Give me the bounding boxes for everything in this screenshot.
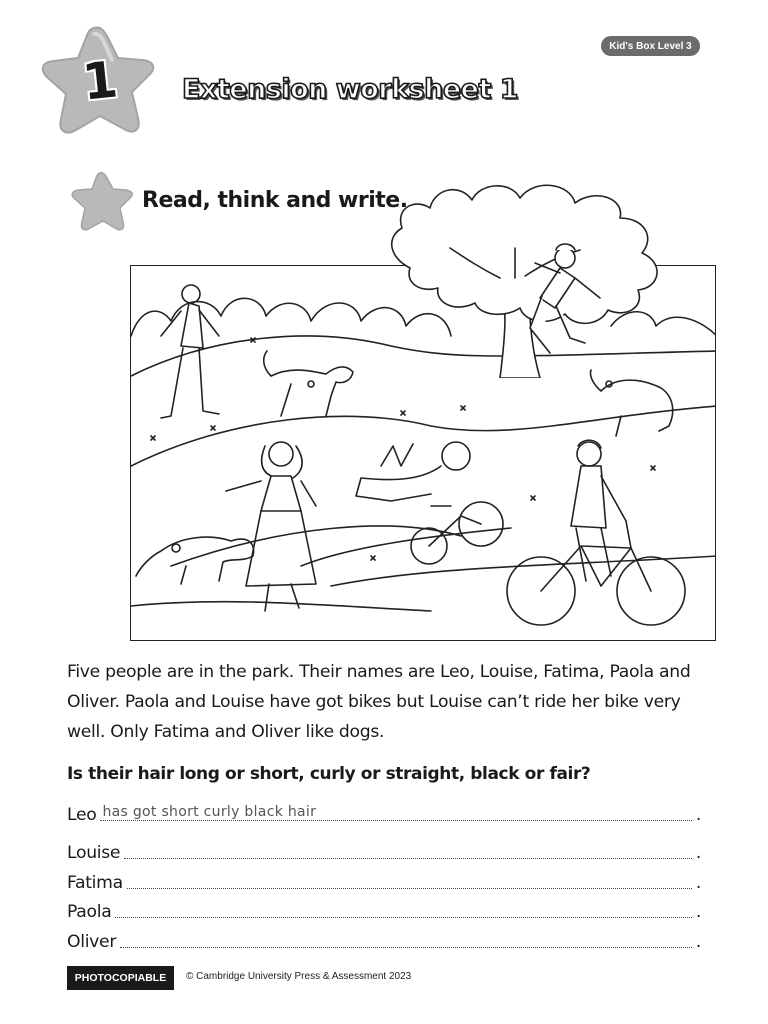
tree-icon bbox=[380, 178, 690, 378]
page-title: Extension worksheet 1 bbox=[182, 74, 519, 105]
answer-end-dot: . bbox=[695, 932, 701, 952]
answer-row-louise bbox=[67, 841, 701, 863]
answer-name: Louise bbox=[67, 843, 121, 863]
answer-name: Oliver bbox=[67, 932, 117, 952]
unit-number: 1 bbox=[79, 50, 121, 112]
answer-name: Fatima bbox=[67, 873, 123, 893]
answer-row-leo bbox=[67, 803, 701, 825]
answer-name: Leo bbox=[67, 805, 97, 825]
answer-end-dot: . bbox=[695, 902, 701, 922]
answer-line[interactable] bbox=[127, 870, 692, 889]
answer-row-oliver bbox=[67, 930, 701, 952]
answer-name: Paola bbox=[67, 902, 112, 922]
answer-end-dot: . bbox=[695, 805, 701, 825]
answer-line[interactable] bbox=[120, 929, 692, 948]
level-badge: Kid's Box Level 3 bbox=[601, 36, 700, 56]
instruction: Read, think and write. bbox=[142, 188, 408, 213]
answer-row-paola bbox=[67, 900, 701, 922]
intro-passage: Five people are in the park. Their names are Leo, Louise, Fatima, Paola and Oliver. Paola and Louise have got bikes but Louise can’t ride her bike very well. Only Fatima and Oliver like dogs. bbox=[67, 662, 691, 742]
photocopiable-tag: PHOTOCOPIABLE bbox=[67, 966, 174, 990]
answer-line[interactable] bbox=[115, 899, 691, 918]
answer-line[interactable] bbox=[100, 802, 691, 821]
answer-line[interactable] bbox=[124, 840, 692, 859]
answer-end-dot: . bbox=[695, 843, 701, 863]
question-text: Is their hair long or short, curly or straight, black or fair? bbox=[67, 764, 591, 784]
copyright-notice: © Cambridge University Press & Assessment 2023 bbox=[186, 971, 412, 982]
star-icon bbox=[68, 170, 136, 234]
answer-example: has got short curly black hair bbox=[102, 804, 317, 820]
answer-end-dot: . bbox=[695, 873, 701, 893]
answer-row-fatima bbox=[67, 871, 701, 893]
